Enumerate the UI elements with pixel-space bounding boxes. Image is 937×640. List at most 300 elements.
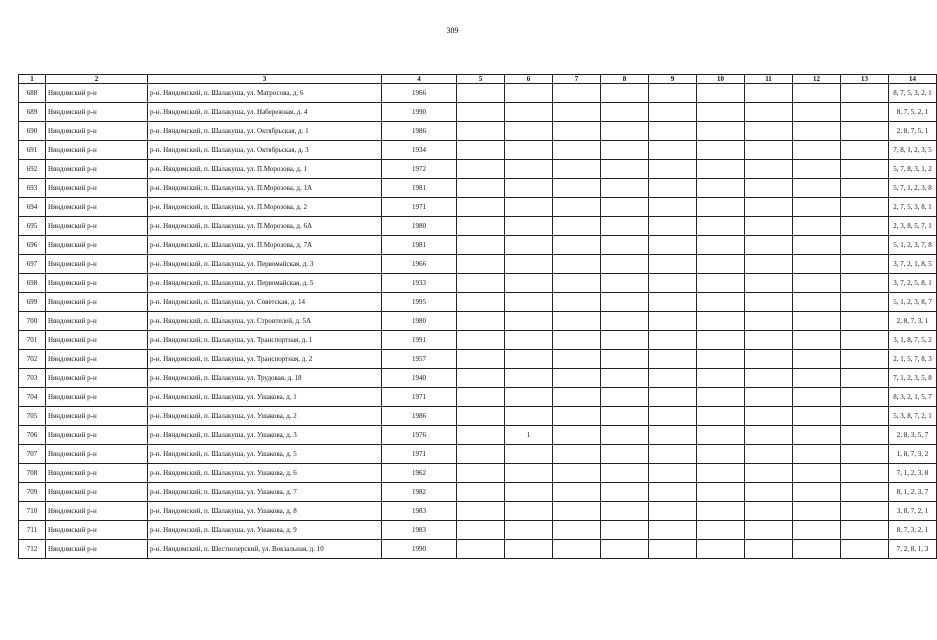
row-number-cell: 700: [19, 312, 46, 331]
col12-cell: [793, 274, 841, 293]
col8-cell: [601, 445, 649, 464]
col13-cell: [841, 540, 889, 559]
table-row: [19, 521, 937, 540]
col11-cell: [745, 274, 793, 293]
sequence-cell: 3, 7, 2, 1, 8, 5: [889, 255, 937, 274]
col9-cell: [649, 160, 697, 179]
col7-cell: [553, 103, 601, 122]
col11-cell: [745, 84, 793, 103]
sequence-cell: 5, 7, 8, 3, 1, 2: [889, 160, 937, 179]
sequence-cell: 5, 3, 8, 7, 2, 1: [889, 407, 937, 426]
col7-cell: [553, 540, 601, 559]
col9-cell: [649, 445, 697, 464]
column-header: 7: [553, 75, 601, 84]
table-row: [19, 483, 937, 502]
col9-cell: [649, 236, 697, 255]
district-cell: Няндомский р-н: [46, 293, 148, 312]
row-number-cell: 688: [19, 84, 46, 103]
col11-cell: [745, 388, 793, 407]
col5-cell: [457, 84, 505, 103]
district-cell: Няндомский р-н: [46, 521, 148, 540]
district-cell: Няндомский р-н: [46, 388, 148, 407]
col7-cell: [553, 84, 601, 103]
column-number-row: [19, 75, 937, 84]
col5-cell: [457, 141, 505, 160]
col6-cell: [505, 464, 553, 483]
col12-cell: [793, 445, 841, 464]
col7-cell: [553, 312, 601, 331]
address-cell: р-н. Няндомский, п. Шалакуша, ул. Первомайская, д. 5: [148, 274, 382, 293]
table-row: [19, 445, 937, 464]
col5-cell: [457, 331, 505, 350]
col13-cell: [841, 464, 889, 483]
year-cell: 1933: [382, 274, 457, 293]
col9-cell: [649, 407, 697, 426]
col11-cell: [745, 521, 793, 540]
col13-cell: [841, 236, 889, 255]
col8-cell: [601, 198, 649, 217]
table-row: [19, 141, 937, 160]
col7-cell: [553, 407, 601, 426]
col8-cell: [601, 236, 649, 255]
year-cell: 1990: [382, 103, 457, 122]
sequence-cell: 5, 1, 2, 3, 7, 8: [889, 236, 937, 255]
col8-cell: [601, 122, 649, 141]
col11-cell: [745, 426, 793, 445]
year-cell: 1971: [382, 445, 457, 464]
district-cell: Няндомский р-н: [46, 103, 148, 122]
col7-cell: [553, 160, 601, 179]
col7-cell: [553, 388, 601, 407]
col8-cell: [601, 312, 649, 331]
address-cell: р-н. Няндомский, п. Шалакуша, ул. Октябрьская, д. 3: [148, 141, 382, 160]
table-row: [19, 103, 937, 122]
col13-cell: [841, 84, 889, 103]
table-row: [19, 179, 937, 198]
col12-cell: [793, 122, 841, 141]
row-number-cell: 701: [19, 331, 46, 350]
col11-cell: [745, 464, 793, 483]
col8-cell: [601, 141, 649, 160]
col13-cell: [841, 426, 889, 445]
col11-cell: [745, 483, 793, 502]
sequence-cell: 5, 1, 2, 3, 8, 7: [889, 293, 937, 312]
year-cell: 1966: [382, 84, 457, 103]
year-cell: 1980: [382, 217, 457, 236]
row-number-cell: 712: [19, 540, 46, 559]
year-cell: 1981: [382, 236, 457, 255]
col6-cell: [505, 179, 553, 198]
district-cell: Няндомский р-н: [46, 369, 148, 388]
district-cell: Няндомский р-н: [46, 350, 148, 369]
column-header: 6: [505, 75, 553, 84]
col10-cell: [697, 350, 745, 369]
col12-cell: [793, 521, 841, 540]
col10-cell: [697, 445, 745, 464]
col6-cell: [505, 198, 553, 217]
col8-cell: [601, 331, 649, 350]
col5-cell: [457, 483, 505, 502]
col10-cell: [697, 426, 745, 445]
col9-cell: [649, 464, 697, 483]
row-number-cell: 697: [19, 255, 46, 274]
district-cell: Няндомский р-н: [46, 445, 148, 464]
col11-cell: [745, 122, 793, 141]
col11-cell: [745, 255, 793, 274]
year-cell: 1983: [382, 521, 457, 540]
district-cell: Няндомский р-н: [46, 464, 148, 483]
col13-cell: [841, 255, 889, 274]
sequence-cell: 8, 7, 5, 2, 1: [889, 103, 937, 122]
col8-cell: [601, 521, 649, 540]
col9-cell: [649, 103, 697, 122]
sequence-cell: 2, 8, 7, 3, 1: [889, 312, 937, 331]
row-number-cell: 694: [19, 198, 46, 217]
column-header: 14: [889, 75, 937, 84]
year-cell: 1972: [382, 160, 457, 179]
table-row: [19, 350, 937, 369]
col10-cell: [697, 179, 745, 198]
page-number: 389: [446, 26, 459, 35]
col5-cell: [457, 198, 505, 217]
col10-cell: [697, 160, 745, 179]
year-cell: 1971: [382, 198, 457, 217]
col7-cell: [553, 426, 601, 445]
table-row: [19, 540, 937, 559]
col5-cell: [457, 464, 505, 483]
col12-cell: [793, 236, 841, 255]
district-cell: Няндомский р-н: [46, 160, 148, 179]
col6-cell: [505, 293, 553, 312]
table-row: [19, 369, 937, 388]
row-number-cell: 695: [19, 217, 46, 236]
sequence-cell: 8, 3, 2, 1, 5, 7: [889, 388, 937, 407]
row-number-cell: 696: [19, 236, 46, 255]
col13-cell: [841, 369, 889, 388]
col9-cell: [649, 312, 697, 331]
col6-cell: [505, 407, 553, 426]
col7-cell: [553, 179, 601, 198]
row-number-cell: 702: [19, 350, 46, 369]
table-row: [19, 331, 937, 350]
col5-cell: [457, 445, 505, 464]
col7-cell: [553, 369, 601, 388]
address-cell: р-н. Няндомский, п. Шалакуша, ул. Ушакова, д. 3: [148, 426, 382, 445]
col10-cell: [697, 274, 745, 293]
col13-cell: [841, 103, 889, 122]
table-row: [19, 388, 937, 407]
col10-cell: [697, 217, 745, 236]
col6-cell: [505, 388, 553, 407]
sequence-cell: 7, 1, 2, 3, 8: [889, 464, 937, 483]
sequence-cell: 8, 7, 3, 2, 1: [889, 521, 937, 540]
col7-cell: [553, 483, 601, 502]
table-row: [19, 198, 937, 217]
table-row: [19, 255, 937, 274]
col5-cell: [457, 426, 505, 445]
table-row: [19, 293, 937, 312]
col10-cell: [697, 312, 745, 331]
col12-cell: [793, 293, 841, 312]
col9-cell: [649, 369, 697, 388]
col6-cell: [505, 141, 553, 160]
column-header: 12: [793, 75, 841, 84]
year-cell: 1982: [382, 483, 457, 502]
col11-cell: [745, 369, 793, 388]
col13-cell: [841, 293, 889, 312]
col11-cell: [745, 407, 793, 426]
col5-cell: [457, 217, 505, 236]
col12-cell: [793, 255, 841, 274]
address-cell: р-н. Няндомский, п. Шалакуша, ул. Советская, д. 14: [148, 293, 382, 312]
col6-cell: [505, 369, 553, 388]
col6-cell: [505, 483, 553, 502]
col8-cell: [601, 293, 649, 312]
col6-cell: [505, 236, 553, 255]
year-cell: 1940: [382, 369, 457, 388]
address-cell: р-н. Няндомский, п. Шалакуша, ул. П.Морозова, д. 1А: [148, 179, 382, 198]
col8-cell: [601, 483, 649, 502]
row-number-cell: 698: [19, 274, 46, 293]
address-cell: р-н. Няндомский, п. Шалакуша, ул. Ушакова, д. 1: [148, 388, 382, 407]
col7-cell: [553, 445, 601, 464]
col7-cell: [553, 331, 601, 350]
table-row: [19, 84, 937, 103]
row-number-cell: 699: [19, 293, 46, 312]
col8-cell: [601, 388, 649, 407]
row-number-cell: 711: [19, 521, 46, 540]
col9-cell: [649, 198, 697, 217]
address-cell: р-н. Няндомский, п. Шалакуша, ул. Строителей, д. 5А: [148, 312, 382, 331]
col12-cell: [793, 331, 841, 350]
housing-registry-table: [18, 74, 937, 559]
col9-cell: [649, 141, 697, 160]
col5-cell: [457, 312, 505, 331]
col13-cell: [841, 350, 889, 369]
col5-cell: [457, 369, 505, 388]
district-cell: Няндомский р-н: [46, 483, 148, 502]
table-body: [19, 84, 937, 559]
table-row: [19, 274, 937, 293]
year-cell: 1991: [382, 331, 457, 350]
col9-cell: [649, 179, 697, 198]
address-cell: р-н. Няндомский, п. Шалакуша, ул. Матросова, д. 6: [148, 84, 382, 103]
col6-cell: [505, 217, 553, 236]
col6-cell: [505, 84, 553, 103]
row-number-cell: 690: [19, 122, 46, 141]
col8-cell: [601, 179, 649, 198]
col11-cell: [745, 236, 793, 255]
district-cell: Няндомский р-н: [46, 217, 148, 236]
col7-cell: [553, 274, 601, 293]
year-cell: 1983: [382, 502, 457, 521]
col8-cell: [601, 350, 649, 369]
sequence-cell: 2, 1, 5, 7, 8, 3: [889, 350, 937, 369]
row-number-cell: 710: [19, 502, 46, 521]
col10-cell: [697, 540, 745, 559]
address-cell: р-н. Няндомский, п. Шалакуша, ул. П.Морозова, д. 1: [148, 160, 382, 179]
district-cell: Няндомский р-н: [46, 274, 148, 293]
col13-cell: [841, 274, 889, 293]
col13-cell: [841, 122, 889, 141]
col9-cell: [649, 217, 697, 236]
col13-cell: [841, 198, 889, 217]
sequence-cell: 1, 8, 7, 3, 2: [889, 445, 937, 464]
address-cell: р-н. Няндомский, п. Шестиозерский, ул. Вокзальная, д. 10: [148, 540, 382, 559]
col12-cell: [793, 350, 841, 369]
col11-cell: [745, 331, 793, 350]
district-cell: Няндомский р-н: [46, 236, 148, 255]
col9-cell: [649, 502, 697, 521]
column-header: 3: [148, 75, 382, 84]
col6-cell: [505, 122, 553, 141]
district-cell: Няндомский р-н: [46, 502, 148, 521]
column-header: 10: [697, 75, 745, 84]
col8-cell: [601, 464, 649, 483]
col11-cell: [745, 160, 793, 179]
col12-cell: [793, 369, 841, 388]
col12-cell: [793, 407, 841, 426]
col6-cell: [505, 445, 553, 464]
district-cell: Няндомский р-н: [46, 255, 148, 274]
row-number-cell: 691: [19, 141, 46, 160]
col7-cell: [553, 521, 601, 540]
col10-cell: [697, 255, 745, 274]
year-cell: 1966: [382, 255, 457, 274]
address-cell: р-н. Няндомский, п. Шалакуша, ул. Ушакова, д. 2: [148, 407, 382, 426]
col8-cell: [601, 217, 649, 236]
col12-cell: [793, 388, 841, 407]
year-cell: 1934: [382, 141, 457, 160]
year-cell: 1995: [382, 293, 457, 312]
row-number-cell: 707: [19, 445, 46, 464]
col9-cell: [649, 331, 697, 350]
col10-cell: [697, 502, 745, 521]
table-row: [19, 122, 937, 141]
sequence-cell: 8, 1, 2, 3, 7: [889, 483, 937, 502]
col11-cell: [745, 445, 793, 464]
table-row: [19, 502, 937, 521]
col6-cell: [505, 312, 553, 331]
row-number-cell: 703: [19, 369, 46, 388]
col10-cell: [697, 103, 745, 122]
address-cell: р-н. Няндомский, п. Шалакуша, ул. Ушакова, д. 9: [148, 521, 382, 540]
col11-cell: [745, 179, 793, 198]
sequence-cell: 2, 3, 8, 5, 7, 1: [889, 217, 937, 236]
col9-cell: [649, 521, 697, 540]
year-cell: 1971: [382, 388, 457, 407]
col7-cell: [553, 350, 601, 369]
table-row: [19, 407, 937, 426]
col10-cell: [697, 388, 745, 407]
col7-cell: [553, 502, 601, 521]
col10-cell: [697, 331, 745, 350]
col12-cell: [793, 179, 841, 198]
sequence-cell: 2, 8, 7, 5, 1: [889, 122, 937, 141]
col12-cell: [793, 217, 841, 236]
sequence-cell: 7, 2, 8, 1, 3: [889, 540, 937, 559]
address-cell: р-н. Няндомский, п. Шалакуша, ул. Транспортная, д. 1: [148, 331, 382, 350]
col13-cell: [841, 483, 889, 502]
col12-cell: [793, 141, 841, 160]
row-number-cell: 693: [19, 179, 46, 198]
district-cell: Няндомский р-н: [46, 426, 148, 445]
address-cell: р-н. Няндомский, п. Шалакуша, ул. П.Морозова, д. 6А: [148, 217, 382, 236]
col9-cell: [649, 540, 697, 559]
address-cell: р-н. Няндомский, п. Шалакуша, ул. Ушакова, д. 6: [148, 464, 382, 483]
col7-cell: [553, 198, 601, 217]
col5-cell: [457, 179, 505, 198]
sequence-cell: 2, 8, 3, 5, 7: [889, 426, 937, 445]
table-row: [19, 312, 937, 331]
col7-cell: [553, 141, 601, 160]
col5-cell: [457, 540, 505, 559]
sequence-cell: 3, 8, 7, 2, 1: [889, 502, 937, 521]
year-cell: 1957: [382, 350, 457, 369]
table-row: [19, 426, 937, 445]
col12-cell: [793, 426, 841, 445]
col11-cell: [745, 141, 793, 160]
col10-cell: [697, 84, 745, 103]
col11-cell: [745, 312, 793, 331]
year-cell: 1986: [382, 122, 457, 141]
col9-cell: [649, 122, 697, 141]
sequence-cell: 5, 7, 1, 2, 3, 8: [889, 179, 937, 198]
address-cell: р-н. Няндомский, п. Шалакуша, ул. Набережная, д. 4: [148, 103, 382, 122]
row-number-cell: 709: [19, 483, 46, 502]
row-number-cell: 704: [19, 388, 46, 407]
col6-cell: [505, 103, 553, 122]
sequence-cell: 7, 8, 1, 2, 3, 5: [889, 141, 937, 160]
table-row: [19, 464, 937, 483]
col6-cell: [505, 521, 553, 540]
col6-cell: [505, 255, 553, 274]
col12-cell: [793, 103, 841, 122]
col10-cell: [697, 236, 745, 255]
col5-cell: [457, 255, 505, 274]
col13-cell: [841, 312, 889, 331]
col8-cell: [601, 255, 649, 274]
col10-cell: [697, 407, 745, 426]
col12-cell: [793, 540, 841, 559]
column-header: 1: [19, 75, 46, 84]
address-cell: р-н. Няндомский, п. Шалакуша, ул. Ушакова, д. 5: [148, 445, 382, 464]
col13-cell: [841, 407, 889, 426]
column-header: 4: [382, 75, 457, 84]
col11-cell: [745, 103, 793, 122]
column-header: 9: [649, 75, 697, 84]
column-header: 8: [601, 75, 649, 84]
row-number-cell: 692: [19, 160, 46, 179]
year-cell: 1990: [382, 540, 457, 559]
year-cell: 1986: [382, 407, 457, 426]
address-cell: р-н. Няндомский, п. Шалакуша, ул. Трудовая, д. 18: [148, 369, 382, 388]
col7-cell: [553, 293, 601, 312]
col12-cell: [793, 483, 841, 502]
district-cell: Няндомский р-н: [46, 141, 148, 160]
col6-cell: [505, 160, 553, 179]
col6-cell: [505, 502, 553, 521]
col12-cell: [793, 84, 841, 103]
sequence-cell: 2, 7, 5, 3, 8, 1: [889, 198, 937, 217]
row-number-cell: 706: [19, 426, 46, 445]
col5-cell: [457, 122, 505, 141]
district-cell: Няндомский р-н: [46, 198, 148, 217]
col12-cell: [793, 160, 841, 179]
address-cell: р-н. Няндомский, п. Шалакуша, ул. Ушакова, д. 8: [148, 502, 382, 521]
col11-cell: [745, 540, 793, 559]
col7-cell: [553, 122, 601, 141]
